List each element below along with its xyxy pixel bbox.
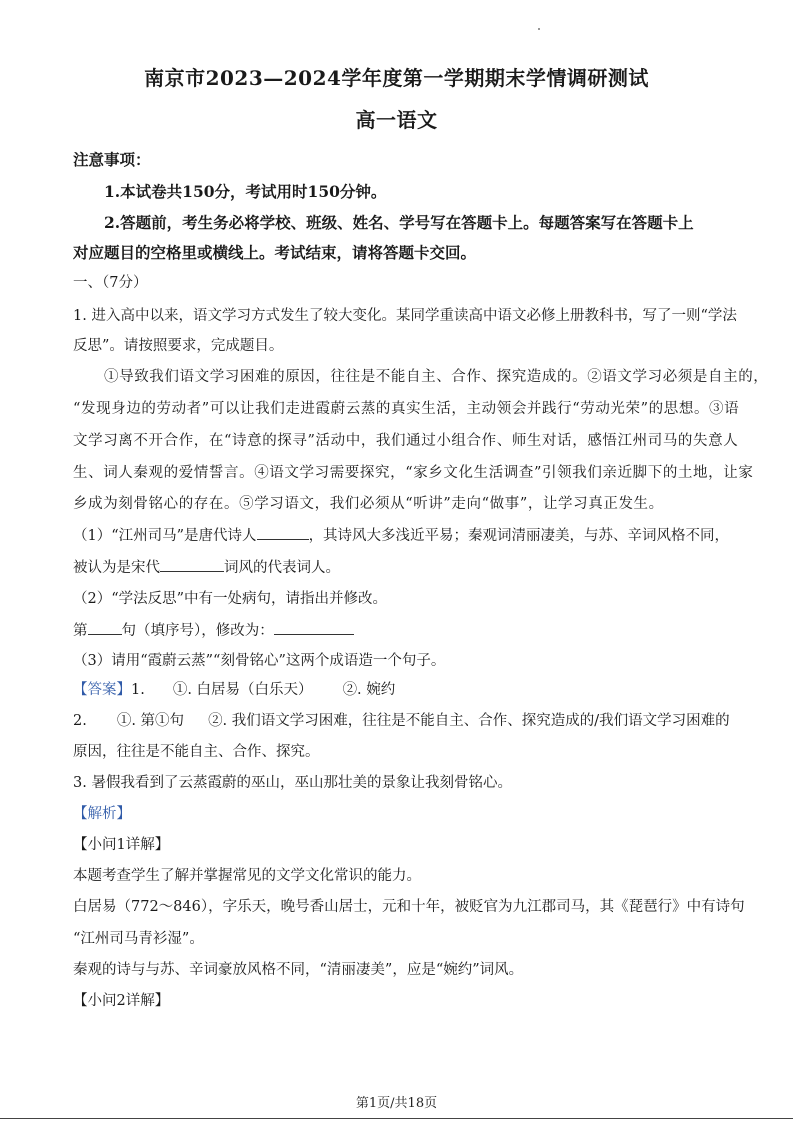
detail-text: “江州司马青衫湿”。 bbox=[73, 931, 204, 947]
sub-question-1-cont bbox=[73, 557, 340, 578]
detail-text: 秦观的诗与与苏、辛词豪放风格不同，“清丽凄美”，应是“婉约”词风。 bbox=[73, 962, 524, 978]
passage-line: ①导致我们语文学习困难的原因，往往是不能自主、合作、探究造成的。②语文学习必须是自主的， bbox=[104, 369, 769, 385]
sub-question-1-text: （1）“江州司马”是唐代诗人 bbox=[73, 528, 257, 544]
answer-3: 3. 暑假我看到了云蒸霞蔚的巫山，巫山那壮美的景象让我刻骨铭心。 bbox=[73, 775, 512, 791]
passage-line: 文学习离不开合作，在“诗意的探寻”活动中，我们通过小组合作、师生对话，感悟江州司马的失意人 bbox=[73, 433, 739, 449]
answer-blank[interactable] bbox=[257, 525, 309, 540]
passage-line: “发现身边的劳动者”可以让我们走进霞蔚云蒸的真实生活，主动领会并践行“劳动光荣”的思想。③语 bbox=[73, 401, 740, 417]
scan-mark bbox=[538, 28, 540, 30]
sub-question-2-fill bbox=[73, 620, 354, 641]
answer-item: ②. 我们语文学习困难，往往是不能自主、合作、探究造成的/我们语文学习困难的 bbox=[208, 713, 730, 729]
sub-question-3: （3）请用“霞蔚云蒸”“刻骨铭心”这两个成语造一个句子。 bbox=[73, 653, 446, 669]
answer-number: 1. bbox=[131, 682, 145, 698]
answer-1 bbox=[73, 680, 395, 700]
sub-question-2-text: 第 bbox=[73, 623, 88, 639]
detail-text: 白居易（772～846），字乐天，晚号香山居士，元和十年，被贬官为九江郡司马，其《琵琶行》中有诗句 bbox=[73, 899, 745, 915]
exam-title: 南京市2023—2024学年度第一学期期末学情调研测试 bbox=[144, 66, 649, 90]
sub-question-2: （2）“学法反思”中有一处病句，请指出并修改。 bbox=[73, 591, 388, 607]
answer-blank[interactable] bbox=[160, 557, 224, 572]
answer-2 bbox=[73, 711, 730, 731]
sub-question-1-text: 词风的代表词人。 bbox=[224, 560, 340, 576]
answer-number: 2. bbox=[73, 713, 87, 729]
answer-tag: 【答案】 bbox=[73, 682, 131, 698]
bottom-rule bbox=[0, 1118, 793, 1119]
detail-heading-1: 【小问1详解】 bbox=[73, 837, 170, 853]
question-1-stem: 1. 进入高中以来，语文学习方式发生了较大变化。某同学重读高中语文必修上册教科书，写了一则“学法 bbox=[73, 308, 737, 324]
sub-question-1 bbox=[73, 525, 729, 546]
sub-question-1-text: ，其诗风大多浅近平易；秦观词清丽凄美，与苏、辛词风格不同， bbox=[308, 528, 730, 544]
detail-heading-2: 【小问2详解】 bbox=[73, 993, 170, 1009]
notice-item-2: 2.答题前，考生务必将学校、班级、姓名、学号写在答题卡上。每题答案写在答题卡上 bbox=[104, 213, 694, 232]
answer-blank[interactable] bbox=[88, 620, 122, 635]
sub-question-1-text: 被认为是宋代 bbox=[73, 560, 160, 576]
answer-item: ①. 第①句 bbox=[116, 713, 185, 729]
exam-subtitle: 高一语文 bbox=[355, 108, 438, 132]
detail-text: 本题考查学生了解并掌握常见的文学文化常识的能力。 bbox=[73, 868, 421, 884]
notice-heading: 注意事项： bbox=[73, 150, 151, 169]
sub-question-2-text: 句（填序号），修改为： bbox=[121, 623, 274, 639]
page-number: 第1页/共18页 bbox=[355, 1096, 438, 1111]
analysis-tag: 【解析】 bbox=[73, 806, 131, 822]
passage-line: 生、词人秦观的爱情誓言。④语文学习需要探究，“家乡文化生活调查”引领我们亲近脚下的土地，让家 bbox=[73, 465, 754, 481]
answer-blank[interactable] bbox=[274, 620, 354, 635]
question-1-stem-cont: 反思”。请按照要求，完成题目。 bbox=[73, 338, 284, 354]
answer-item: ①. 白居易（白乐天） bbox=[172, 682, 313, 698]
passage-line: 乡成为刻骨铭心的存在。⑤学习语文，我们必须从“听讲”走向“做事”，让学习真正发生。 bbox=[73, 496, 664, 512]
answer-item: ②. 婉约 bbox=[342, 682, 396, 698]
notice-item-2-cont: 对应题目的空格里或横线上。考试结束，请将答题卡交回。 bbox=[73, 243, 477, 262]
section-heading: 一、（7分） bbox=[73, 275, 148, 291]
notice-item-1: 1.本试卷共150分，考试用时150分钟。 bbox=[104, 182, 387, 201]
answer-2-cont: 原因，往往是不能自主、合作、探究。 bbox=[73, 744, 320, 760]
